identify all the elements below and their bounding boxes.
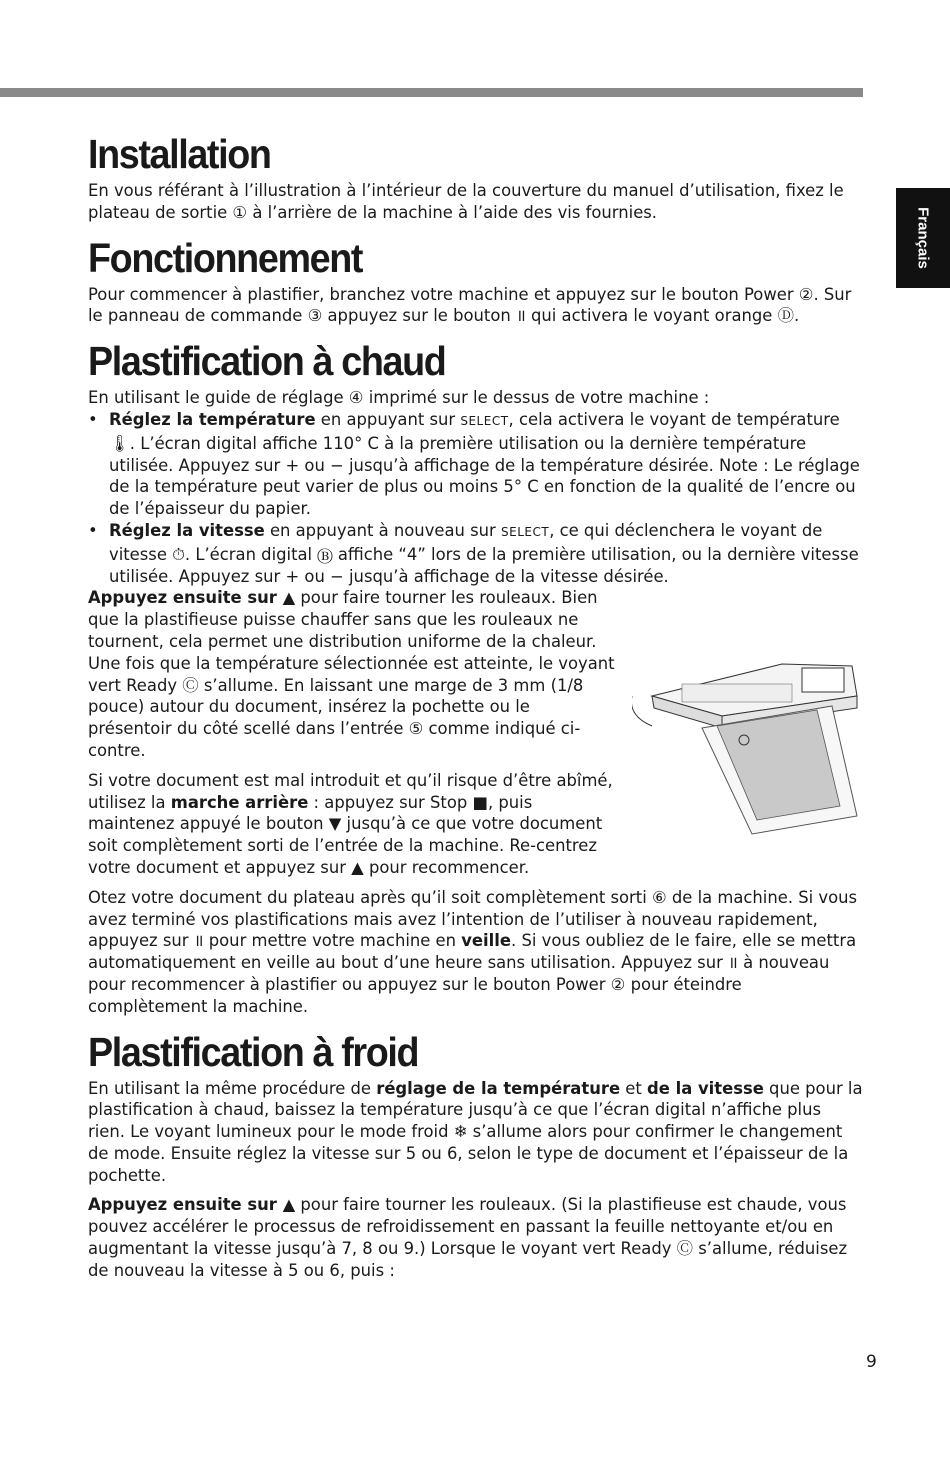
heading-chaud: Plastification à chaud [88, 338, 446, 385]
chaud-finish-text: Otez votre document du plateau après qu’il soit complètement sorti ⑥ de la machine. Si vous avez terminé vos plastifications mais avez l’intention de l’utiliser à nouveau rapidement, appuyez sur ॥ pour mettre votre machine en veille. Si vous oubliez de le faire, elle se mettra automatiquement en veille au bout d’une heure sans utilisation. Appuyez sur ॥ à nouveau pour recommencer à plastifier ou appuyez sur le bouton Power ② pour éteindre complètement la machine. [88, 887, 858, 1016]
list-item: • Réglez la température en appuyant sur SELECT, cela activera le voyant de température 🌡. L’écran digital affiche 110° C à la première utilisation ou la dernière température utilisée. Appuyez sur + ou − jusqu’à affichage de la température désirée. Note : Le réglage de la température peut varier de plus ou moins 5° C en fonction de la qualité de l’encre ou de l’épaisseur du papier. [88, 409, 863, 520]
heading-installation: Installation [88, 131, 271, 177]
heading-fonctionnement: Fonctionnement [88, 234, 363, 281]
language-tab-label: Français [914, 207, 932, 269]
chaud-rollers-text: Appuyez ensuite sur ▲ pour faire tourner les rouleaux. Bien que la plastifieuse puisse chauffer sans que les rouleaux ne tournent, cela permet une distribution uniforme de la chaleur. Une fois que la température sélectionnée est atteinte, le voyant vert Ready Ⓒ s’allume. En laissant une marge de 3 mm (1/8 pouce) autour du document, insérez la pochette ou le présentoir du côté scellé dans l’entrée ⑤ comme indiqué ci-contre. [88, 588, 615, 760]
froid-text-1: En utilisant la même procédure de réglage de la température et de la vitesse que pour la plastification à chaud, baissez la température jusqu’à ce que l’écran digital n’affiche plus rien. Le voyant lumineux pour le mode froid ❄ s’allume alors pour confirmer le changement de mode. Ensuite réglez la vitesse sur 5 ou 6, selon le type de document et l’épaisseur de la pochette. [88, 1078, 863, 1185]
heading-froid: Plastification à froid [88, 1028, 419, 1075]
list-item: • Réglez la vitesse en appuyant à nouveau sur SELECT, ce qui déclenchera le voyant de vitesse ⏱. L’écran digital Ⓑ affiche “4” lors de la première utilisation, ou la dernière vitesse utilisée. Appuyez sur + ou − jusqu’à affichage de la vitesse désirée. [88, 520, 863, 587]
page-number: 9 [866, 1352, 877, 1372]
language-tab [896, 188, 950, 288]
laminator-illustration [632, 656, 864, 836]
froid-text-2: Appuyez ensuite sur ▲ pour faire tourner les rouleaux. (Si la plastifieuse est chaude, vous pouvez accélérer le processus de refroidissement en passant la feuille nettoyante et/ou en augmentant la vitesse jusqu’à 7, 8 ou 9.) Lorsque le voyant vert Ready Ⓒ s’allume, réduisez de nouveau la vitesse à 5 ou 6, puis : [88, 1195, 848, 1280]
chaud-reverse-text: Si votre document est mal introduit et qu’il risque d’être abîmé, utilisez la marche arrière : appuyez sur Stop ■, puis maintenez appuyé le bouton ▼ jusqu’à ce que votre document soit complètement sorti de l’entrée de la machine. Re-centrez votre document et appuyez sur ▲ pour recommencer. [88, 770, 613, 877]
chaud-intro: En utilisant le guide de réglage ④ imprimé sur le dessus de votre machine : [88, 388, 710, 408]
fonctionnement-text: Pour commencer à plastifier, branchez votre machine et appuyez sur le bouton Power ②. Sur le panneau de commande ③ appuyez sur le bouton ॥ qui activera le voyant orange Ⓓ. [88, 284, 852, 326]
chaud-steps [88, 409, 863, 587]
top-rule [0, 88, 863, 97]
installation-text: En vous référant à l’illustration à l’intérieur de la couverture du manuel d’utilisation, fixez le plateau de sortie ① à l’arrière de la machine à l’aide des vis fournies. [88, 181, 844, 222]
